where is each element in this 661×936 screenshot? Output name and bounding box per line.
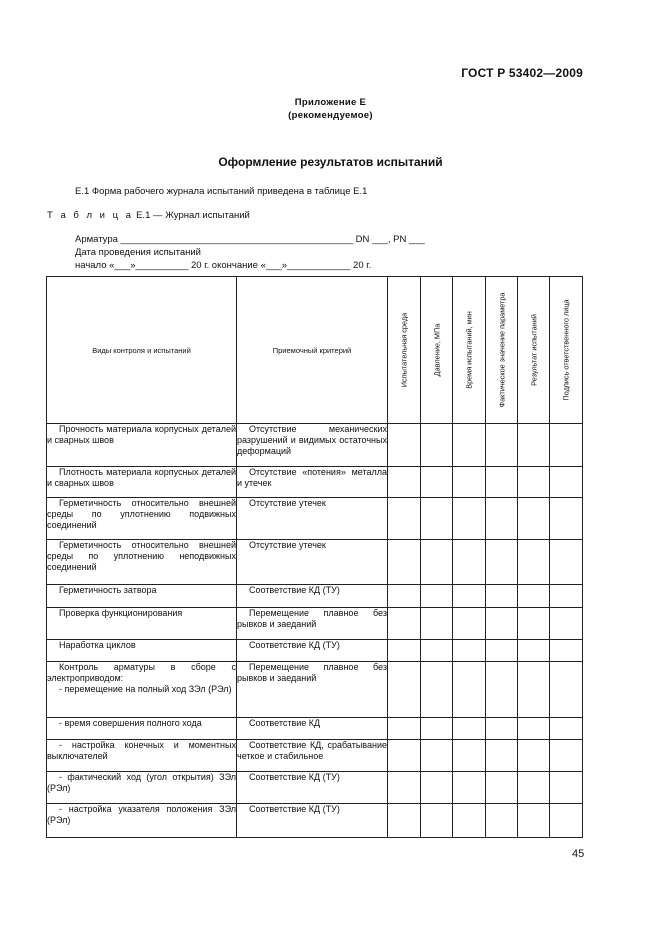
entry-cell[interactable] (421, 498, 453, 540)
entry-cell[interactable] (388, 740, 421, 772)
entry-cell[interactable] (421, 804, 453, 838)
criterion-cell: Соответствие КД (ТУ) (237, 772, 388, 804)
column-header-vertical: Испытательная среда (388, 277, 421, 424)
form-line-date-label: Дата проведения испытаний (75, 247, 201, 258)
entry-cell[interactable] (453, 585, 486, 608)
entry-cell[interactable] (453, 804, 486, 838)
entry-cell[interactable] (486, 740, 518, 772)
entry-cell[interactable] (550, 718, 583, 740)
entry-cell[interactable] (518, 662, 550, 718)
table-header-row (47, 277, 583, 424)
table-row (47, 662, 583, 718)
entry-cell[interactable] (421, 740, 453, 772)
criterion-cell: Перемещение плавное без рывков и заеданий (237, 608, 388, 640)
entry-cell[interactable] (518, 467, 550, 498)
table-caption-text: Е.1 — Журнал испытаний (136, 210, 250, 221)
entry-cell[interactable] (518, 804, 550, 838)
entry-cell[interactable] (550, 467, 583, 498)
column-header: Виды контроля и испытаний (47, 277, 237, 424)
test-cell: Герметичность относительно внешней среды по уплотнению неподвижных соединений (47, 540, 237, 585)
entry-cell[interactable] (453, 608, 486, 640)
test-cell: Проверка функционирования (47, 608, 237, 640)
entry-cell[interactable] (388, 608, 421, 640)
section-title: Оформление результатов испытаний (218, 155, 443, 169)
test-cell: - настройка указателя положения ЗЭл (РЭл) (47, 804, 237, 838)
criterion-cell: Соответствие КД (ТУ) (237, 585, 388, 608)
entry-cell[interactable] (486, 772, 518, 804)
entry-cell[interactable] (388, 640, 421, 662)
criterion-cell: Соответствие КД (ТУ) (237, 640, 388, 662)
criterion-cell: Соответствие КД, срабатывание четкое и стабильное (237, 740, 388, 772)
column-header-vertical: Время испытаний, мин (453, 277, 486, 424)
entry-cell[interactable] (453, 467, 486, 498)
entry-cell[interactable] (486, 640, 518, 662)
entry-cell[interactable] (421, 424, 453, 467)
table-row (47, 498, 583, 540)
column-header-vertical: Подпись ответственного лица (550, 277, 583, 424)
entry-cell[interactable] (388, 498, 421, 540)
entry-cell[interactable] (486, 498, 518, 540)
entry-cell[interactable] (518, 640, 550, 662)
column-header-vertical: Давление, МПа (421, 277, 453, 424)
entry-cell[interactable] (550, 585, 583, 608)
table-row (47, 772, 583, 804)
criterion-cell: Отсутствие утечек (237, 540, 388, 585)
entry-cell[interactable] (453, 772, 486, 804)
entry-cell[interactable] (421, 467, 453, 498)
entry-cell[interactable] (388, 585, 421, 608)
entry-cell[interactable] (550, 640, 583, 662)
test-cell: Контроль арматуры в сборе с электроприводом: - перемещение на полный ход ЗЭл (РЭл) (47, 662, 237, 718)
entry-cell[interactable] (550, 804, 583, 838)
criterion-cell: Отсутствие механических разрушений и видимых остаточных деформаций (237, 424, 388, 467)
entry-cell[interactable] (486, 804, 518, 838)
entry-cell[interactable] (518, 740, 550, 772)
table-row (47, 740, 583, 772)
criterion-cell: Отсутствие «потения» металла и утечек (237, 467, 388, 498)
entry-cell[interactable] (486, 662, 518, 718)
entry-cell[interactable] (388, 772, 421, 804)
entry-cell[interactable] (421, 585, 453, 608)
entry-cell[interactable] (486, 585, 518, 608)
form-line-fitting: Арматура ____________________________________________ DN ___, PN ___ (75, 234, 425, 245)
entry-cell[interactable] (453, 424, 486, 467)
table-row (47, 424, 583, 467)
table-caption-label: Т а б л и ц а (47, 210, 134, 221)
test-cell: Плотность материала корпусных деталей и сварных швов (47, 467, 237, 498)
column-header: Приемочный критерий (237, 277, 388, 424)
criterion-cell: Перемещение плавное без рывков и заеданий (237, 662, 388, 718)
entry-cell[interactable] (486, 718, 518, 740)
entry-cell[interactable] (421, 772, 453, 804)
test-cell: Прочность материала корпусных деталей и сварных швов (47, 424, 237, 467)
appendix-note: (рекомендуемое) (288, 110, 373, 121)
table-row (47, 718, 583, 740)
column-header-vertical: Результат испытаний (518, 277, 550, 424)
test-cell: - время совершения полного хода (47, 718, 237, 740)
form-line-start-end: начало «___»__________ 20 г. окончание «___»____________ 20 г. (75, 260, 372, 271)
test-journal-table (46, 276, 583, 838)
entry-cell[interactable] (518, 540, 550, 585)
entry-cell[interactable] (388, 662, 421, 718)
entry-cell[interactable] (388, 540, 421, 585)
criterion-cell: Соответствие КД (ТУ) (237, 804, 388, 838)
standard-number: ГОСТ Р 53402—2009 (461, 66, 583, 80)
column-header-vertical: Фактическое значение параметра (486, 277, 518, 424)
entry-cell[interactable] (550, 608, 583, 640)
entry-cell[interactable] (550, 662, 583, 718)
criterion-cell: Отсутствие утечек (237, 498, 388, 540)
entry-cell[interactable] (518, 585, 550, 608)
entry-cell[interactable] (518, 424, 550, 467)
entry-cell[interactable] (421, 608, 453, 640)
table-row (47, 608, 583, 640)
entry-cell[interactable] (388, 804, 421, 838)
entry-cell[interactable] (486, 424, 518, 467)
entry-cell[interactable] (453, 540, 486, 585)
table-row (47, 585, 583, 608)
test-cell: Наработка циклов (47, 640, 237, 662)
entry-cell[interactable] (486, 467, 518, 498)
test-cell: Герметичность затвора (47, 585, 237, 608)
entry-cell[interactable] (550, 424, 583, 467)
entry-cell[interactable] (550, 540, 583, 585)
table-row (47, 640, 583, 662)
table-row (47, 467, 583, 498)
entry-cell[interactable] (388, 718, 421, 740)
entry-cell[interactable] (453, 640, 486, 662)
entry-cell[interactable] (453, 740, 486, 772)
test-cell: Герметичность относительно внешней среды по уплотнению подвижных соединений (47, 498, 237, 540)
entry-cell[interactable] (453, 498, 486, 540)
entry-cell[interactable] (518, 608, 550, 640)
entry-cell[interactable] (421, 662, 453, 718)
test-cell: - фактический ход (угол открытия) ЗЭл (РЭл) (47, 772, 237, 804)
test-cell: - настройка конечных и моментных выключателей (47, 740, 237, 772)
entry-cell[interactable] (388, 424, 421, 467)
entry-cell[interactable] (421, 718, 453, 740)
appendix-title: Приложение Е (294, 97, 367, 108)
entry-cell[interactable] (550, 740, 583, 772)
table-caption (47, 210, 250, 221)
entry-cell[interactable] (518, 498, 550, 540)
entry-cell[interactable] (453, 662, 486, 718)
entry-cell[interactable] (486, 540, 518, 585)
entry-cell[interactable] (550, 498, 583, 540)
entry-cell[interactable] (518, 772, 550, 804)
page-number: 45 (572, 848, 585, 860)
entry-cell[interactable] (486, 608, 518, 640)
intro-paragraph: Е.1 Форма рабочего журнала испытаний приведена в таблице Е.1 (75, 186, 368, 197)
table-row (47, 540, 583, 585)
entry-cell[interactable] (518, 718, 550, 740)
entry-cell[interactable] (453, 718, 486, 740)
criterion-cell: Соответствие КД (237, 718, 388, 740)
entry-cell[interactable] (550, 772, 583, 804)
entry-cell[interactable] (421, 640, 453, 662)
table-row (47, 804, 583, 838)
entry-cell[interactable] (421, 540, 453, 585)
entry-cell[interactable] (388, 467, 421, 498)
